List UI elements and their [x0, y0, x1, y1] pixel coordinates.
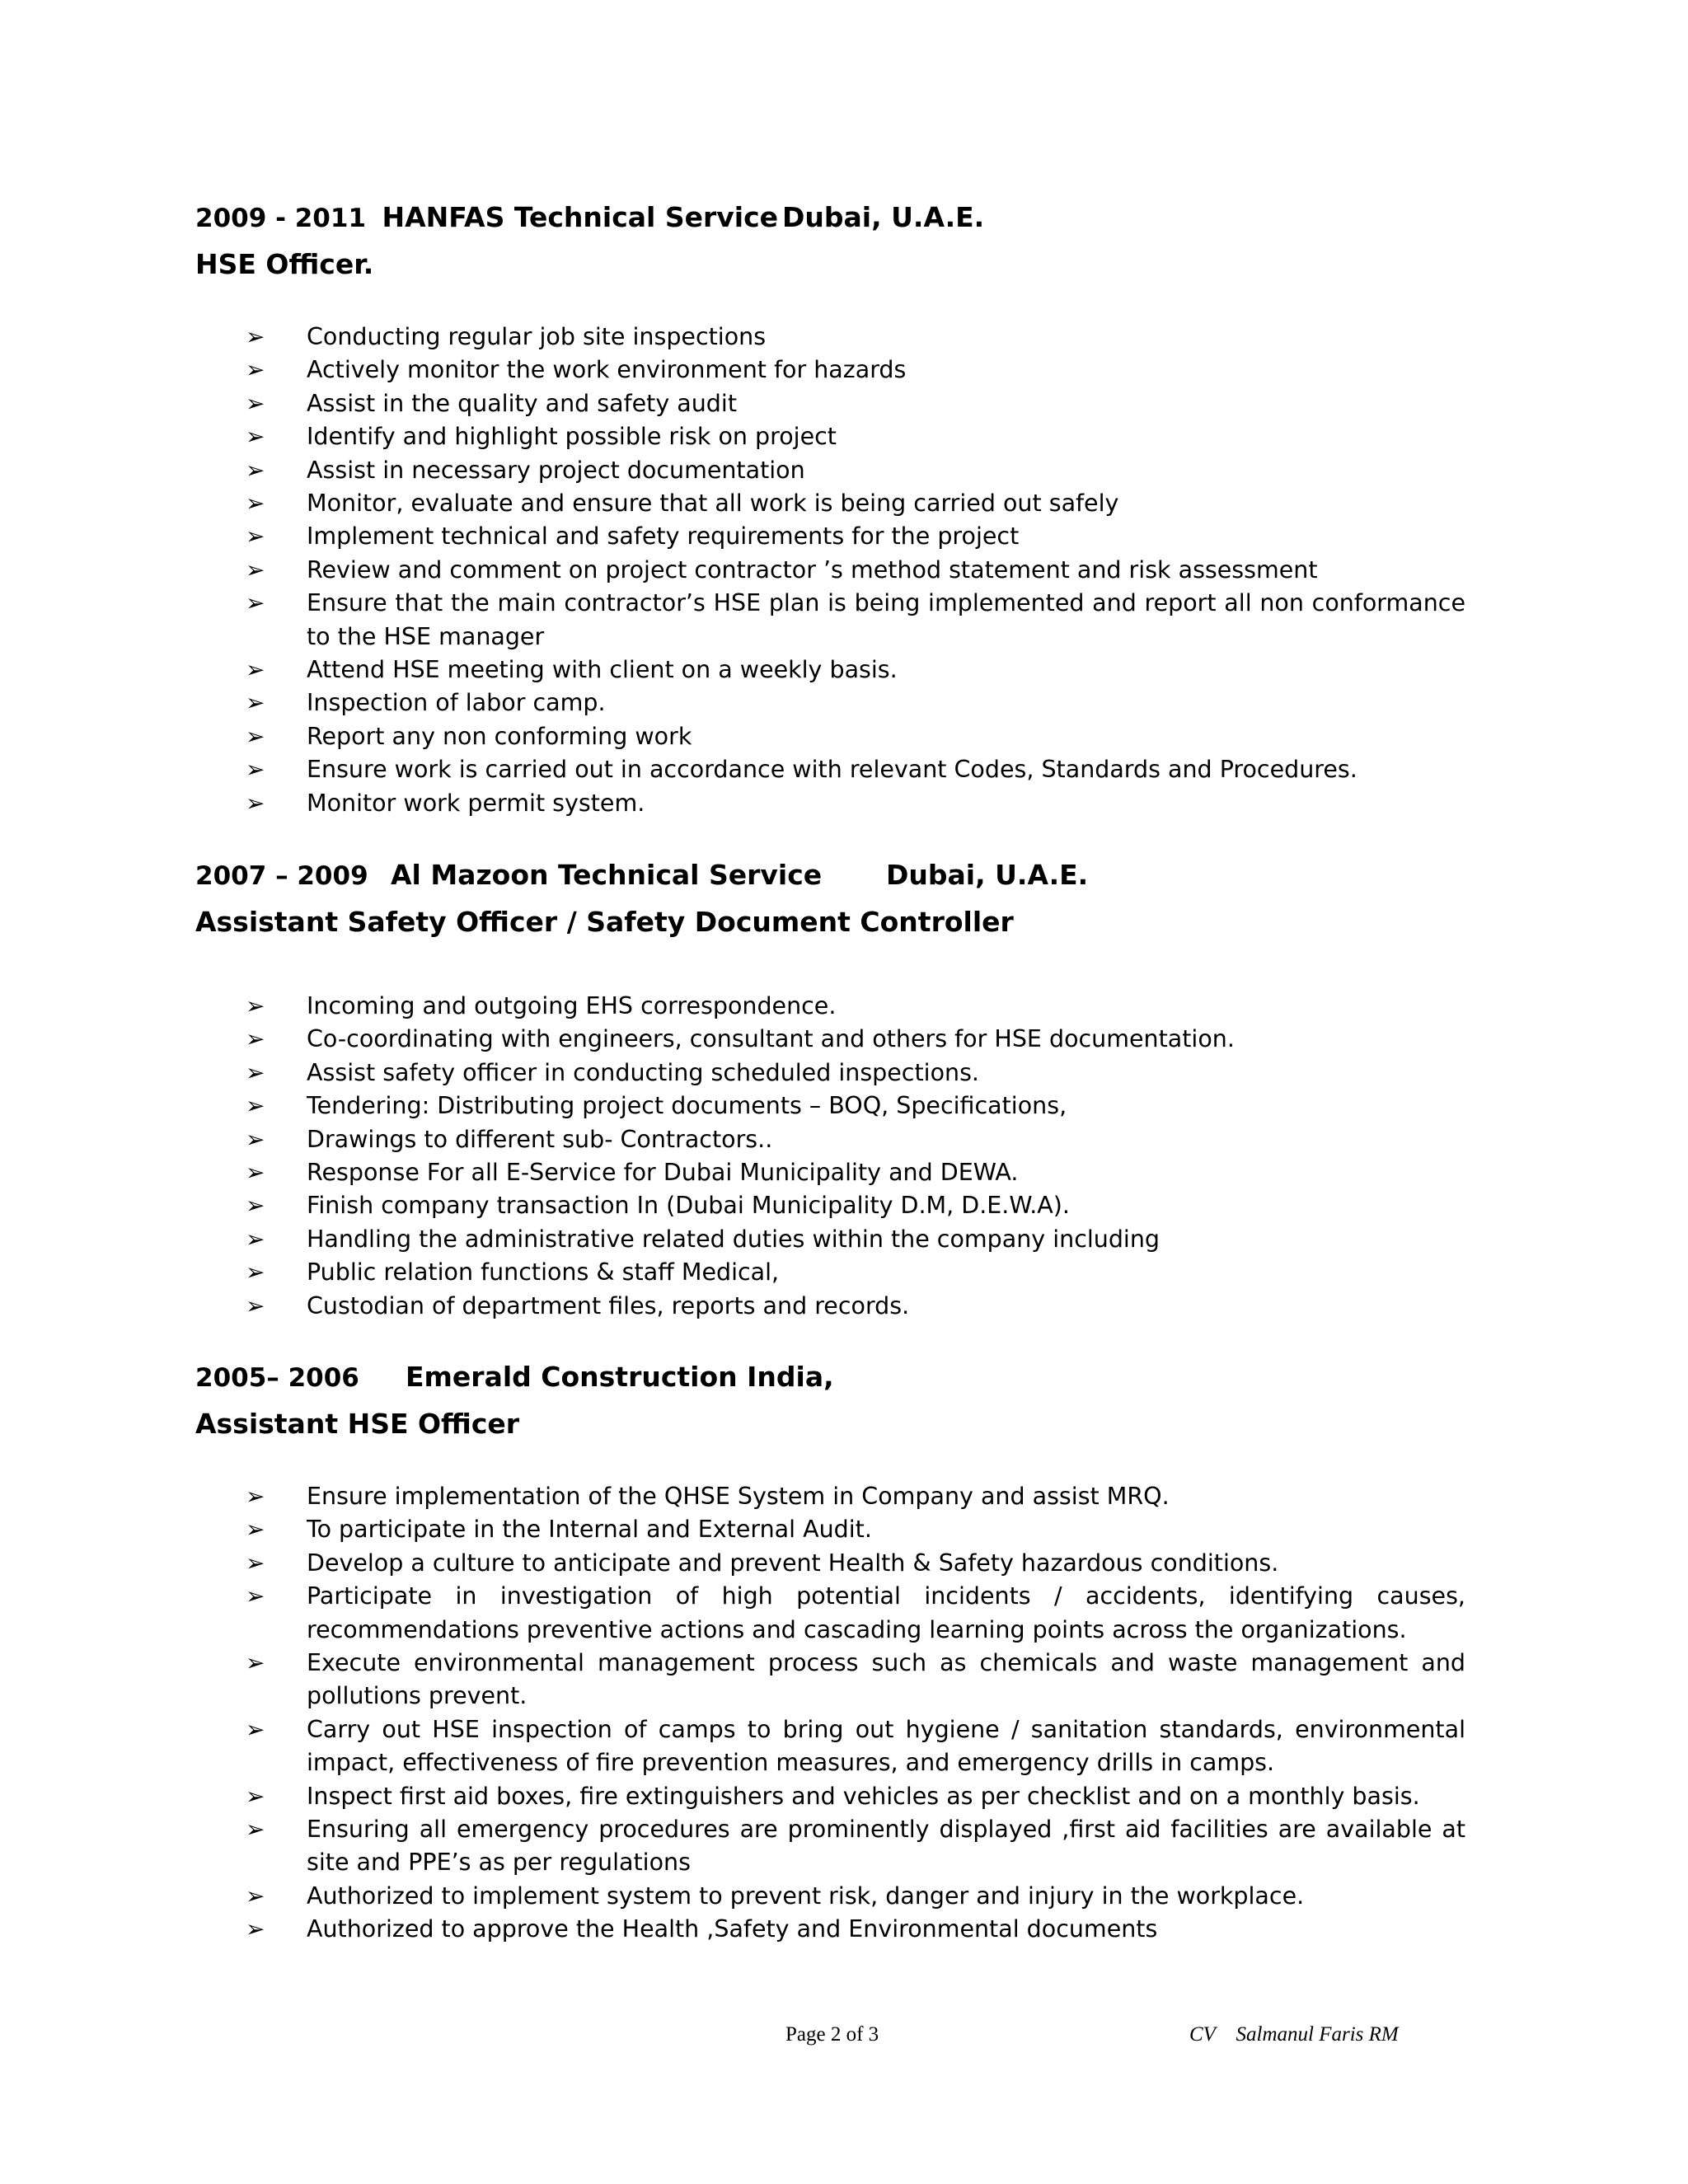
list-item: ➢ Public relation functions & staff Medical,	[246, 1256, 1465, 1289]
job-years: 2005– 2006	[195, 1363, 359, 1393]
arrow-bullet-icon: ➢	[246, 1258, 265, 1286]
arrow-bullet-icon: ➢	[246, 1782, 265, 1810]
list-item: ➢ Conducting regular job site inspections	[246, 321, 1465, 354]
arrow-bullet-icon: ➢	[246, 722, 265, 750]
list-item: ➢ Tendering: Distributing project documents – BOQ, Specifications,	[246, 1090, 1465, 1122]
arrow-bullet-icon: ➢	[246, 756, 265, 784]
list-item: ➢ Actively monitor the work environment for hazards	[246, 354, 1465, 387]
job-company: HANFAS Technical Service	[382, 201, 779, 233]
list-item: ➢ Assist in necessary project documentation	[246, 454, 1465, 487]
job-location: Dubai, U.A.E.	[782, 201, 985, 233]
arrow-bullet-icon: ➢	[246, 992, 265, 1019]
job-section-al-mazoon	[195, 852, 1481, 945]
list-item: ➢ Incoming and outgoing EHS correspondence.	[246, 990, 1465, 1023]
job-role: Assistant Safety Officer / Safety Document Controller	[195, 906, 1014, 938]
list-item: ➢ Monitor work permit system.	[246, 787, 1465, 820]
arrow-bullet-icon: ➢	[246, 789, 265, 817]
arrow-bullet-icon: ➢	[246, 555, 265, 583]
job-duties-list-emerald	[246, 1480, 1465, 1947]
list-item: ➢ Report any non conforming work	[246, 720, 1465, 753]
job-duties-list-al-mazoon	[246, 990, 1465, 1323]
job-section-hanfas	[195, 194, 1481, 288]
list-item: ➢ Finish company transaction In (Dubai Municipality D.M, D.E.W.A).	[246, 1189, 1465, 1222]
arrow-bullet-icon: ➢	[246, 490, 265, 518]
arrow-bullet-icon: ➢	[246, 589, 265, 617]
arrow-bullet-icon: ➢	[246, 1192, 265, 1220]
list-item: ➢ Drawings to different sub- Contractors..	[246, 1123, 1465, 1156]
job-company: Al Mazoon Technical Service	[391, 859, 823, 891]
arrow-bullet-icon: ➢	[246, 1058, 265, 1086]
list-item: ➢ Assist in the quality and safety audit	[246, 387, 1465, 420]
list-item: ➢ Participate in investigation of high potential incidents / accidents, identifying causes, recommendations preventive actions and cascading learning points across the organizations.	[246, 1580, 1465, 1647]
arrow-bullet-icon: ➢	[246, 1159, 265, 1187]
list-item: ➢ Identify and highlight possible risk on project	[246, 420, 1465, 453]
list-item: ➢ Carry out HSE inspection of camps to bring out hygiene / sanitation standards, environmental impact, effectiveness of fire prevention measures, and emergency drills in camps.	[246, 1713, 1465, 1780]
list-item: ➢ Ensure implementation of the QHSE System in Company and assist MRQ.	[246, 1480, 1465, 1513]
list-item: ➢ Authorized to approve the Health ,Safety and Environmental documents	[246, 1913, 1465, 1946]
arrow-bullet-icon: ➢	[246, 1025, 265, 1053]
job-heading	[195, 852, 1481, 899]
list-item: ➢ Implement technical and safety requirements for the project	[246, 520, 1465, 553]
footer-cv-name: CV Salmanul Faris RM	[1189, 2023, 1399, 2046]
list-item: ➢ Execute environmental management process such as chemicals and waste management and pollutions prevent.	[246, 1647, 1465, 1713]
list-item: ➢ Inspect first aid boxes, fire extinguishers and vehicles as per checklist and on a monthly basis.	[246, 1780, 1465, 1813]
list-item: ➢ Response For all E-Service for Dubai Municipality and DEWA.	[246, 1156, 1465, 1189]
arrow-bullet-icon: ➢	[246, 1516, 265, 1544]
job-duties-list-hanfas	[246, 321, 1465, 820]
list-item: ➢ Ensure work is carried out in accordance with relevant Codes, Standards and Procedures.	[246, 753, 1465, 786]
list-item: ➢ Attend HSE meeting with client on a weekly basis.	[246, 654, 1465, 687]
arrow-bullet-icon: ➢	[246, 1882, 265, 1910]
job-location: Dubai, U.A.E.	[886, 859, 1089, 891]
job-section-emerald	[195, 1354, 1481, 1447]
arrow-bullet-icon: ➢	[246, 356, 265, 384]
arrow-bullet-icon: ➢	[246, 523, 265, 551]
list-item: ➢ Handling the administrative related duties within the company including	[246, 1223, 1465, 1256]
job-company: Emerald Construction India,	[406, 1361, 834, 1393]
arrow-bullet-icon: ➢	[246, 456, 265, 484]
list-item: ➢ Ensuring all emergency procedures are prominently displayed ,first aid facilities are available at site and PPE’s as per regulations	[246, 1813, 1465, 1880]
list-item: ➢ Develop a culture to anticipate and prevent Health & Safety hazardous conditions.	[246, 1547, 1465, 1580]
list-item: ➢ Co-coordinating with engineers, consultant and others for HSE documentation.	[246, 1023, 1465, 1056]
arrow-bullet-icon: ➢	[246, 656, 265, 684]
job-years: 2007 – 2009	[195, 861, 368, 891]
arrow-bullet-icon: ➢	[246, 323, 265, 350]
list-item: ➢ Ensure that the main contractor’s HSE plan is being implemented and report all non conformance to the HSE manager	[246, 587, 1465, 654]
list-item: ➢ Assist safety officer in conducting scheduled inspections.	[246, 1057, 1465, 1090]
list-item: ➢ Inspection of labor camp.	[246, 687, 1465, 719]
list-item: ➢ To participate in the Internal and External Audit.	[246, 1513, 1465, 1546]
arrow-bullet-icon: ➢	[246, 1483, 265, 1510]
arrow-bullet-icon: ➢	[246, 1715, 265, 1743]
arrow-bullet-icon: ➢	[246, 1225, 265, 1253]
job-role: Assistant HSE Officer	[195, 1408, 520, 1440]
arrow-bullet-icon: ➢	[246, 389, 265, 417]
arrow-bullet-icon: ➢	[246, 1092, 265, 1120]
arrow-bullet-icon: ➢	[246, 1291, 265, 1319]
arrow-bullet-icon: ➢	[246, 689, 265, 717]
arrow-bullet-icon: ➢	[246, 1816, 265, 1844]
arrow-bullet-icon: ➢	[246, 1649, 265, 1677]
job-heading	[195, 1354, 1481, 1401]
arrow-bullet-icon: ➢	[246, 423, 265, 451]
list-item: ➢ Authorized to implement system to prevent risk, danger and injury in the workplace.	[246, 1880, 1465, 1913]
job-years: 2009 - 2011	[195, 204, 367, 233]
job-role: HSE Officer.	[195, 248, 374, 280]
arrow-bullet-icon: ➢	[246, 1582, 265, 1610]
arrow-bullet-icon: ➢	[246, 1125, 265, 1153]
job-heading	[195, 194, 1481, 241]
list-item: ➢ Custodian of department files, reports and records.	[246, 1290, 1465, 1323]
arrow-bullet-icon: ➢	[246, 1549, 265, 1577]
page-number: Page 2 of 3	[785, 2023, 879, 2046]
list-item: ➢ Review and comment on project contractor ’s method statement and risk assessment	[246, 554, 1465, 587]
list-item: ➢ Monitor, evaluate and ensure that all work is being carried out safely	[246, 487, 1465, 520]
arrow-bullet-icon: ➢	[246, 1915, 265, 1943]
